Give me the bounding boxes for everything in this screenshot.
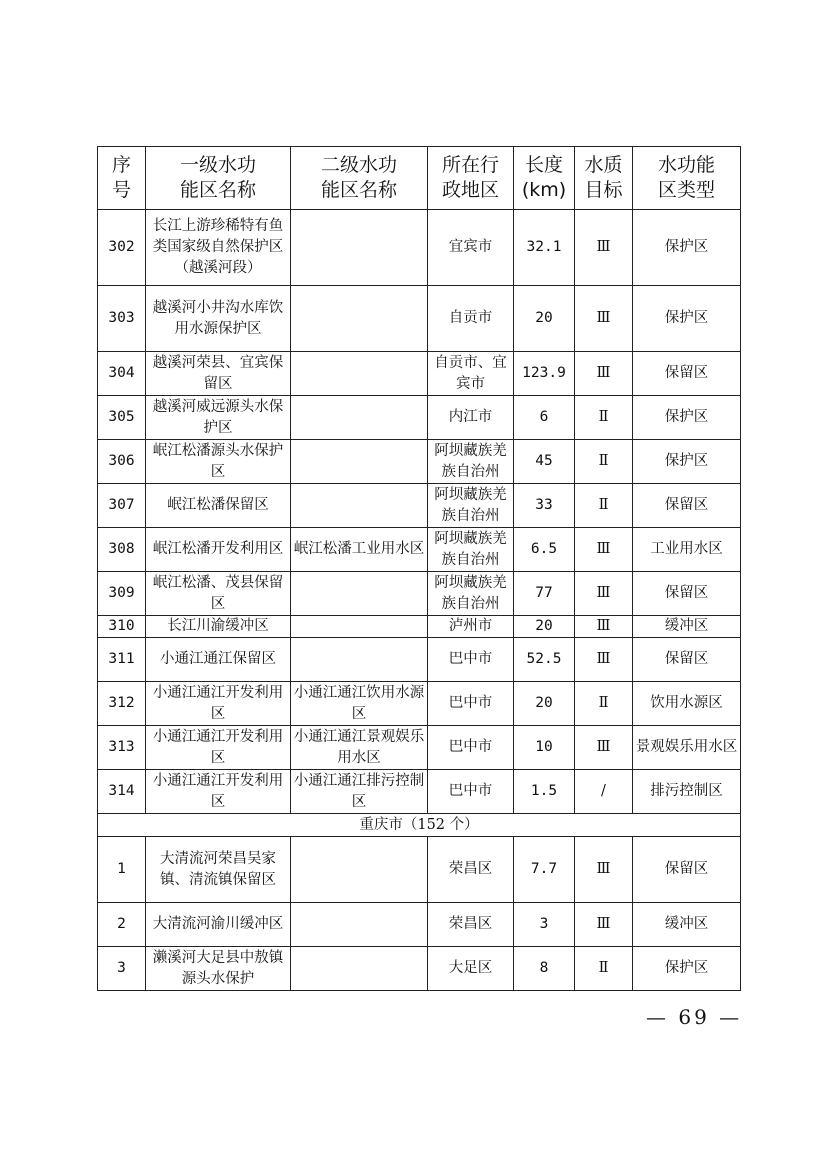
zone-type: 保护区: [633, 947, 741, 991]
length-km: 20: [514, 682, 575, 726]
water-quality-target: /: [575, 770, 633, 814]
water-quality-target: Ⅲ: [575, 528, 633, 572]
row-serial: 1: [98, 837, 146, 903]
row-serial: 309: [98, 572, 146, 616]
water-quality-target: Ⅲ: [575, 286, 633, 352]
zone-type: 缓冲区: [633, 616, 741, 638]
length-km: 77: [514, 572, 575, 616]
admin-region: 宜宾市: [428, 210, 514, 286]
row-serial: 303: [98, 286, 146, 352]
row-serial: 308: [98, 528, 146, 572]
admin-region: 巴中市: [428, 682, 514, 726]
zone-type: 景观娱乐用水区: [633, 726, 741, 770]
second-zone-name: [291, 396, 428, 440]
length-km: 6: [514, 396, 575, 440]
first-zone-name: 大清流河渝川缓冲区: [146, 903, 291, 947]
table-row: [98, 682, 741, 726]
admin-region: 自贡市: [428, 286, 514, 352]
zone-type: 保留区: [633, 638, 741, 682]
row-serial: 306: [98, 440, 146, 484]
table-row: [98, 210, 741, 286]
header-second-zone-name: 二级水功 能区名称: [291, 147, 428, 210]
header-first-zone-name: 一级水功 能区名称: [146, 147, 291, 210]
admin-region: 内江市: [428, 396, 514, 440]
zone-type: 工业用水区: [633, 528, 741, 572]
second-zone-name: 小通江通江排污控制区: [291, 770, 428, 814]
length-km: 3: [514, 903, 575, 947]
first-zone-name: 岷江松潘、茂县保留区: [146, 572, 291, 616]
row-serial: 2: [98, 903, 146, 947]
second-zone-name: [291, 947, 428, 991]
zone-type: 保留区: [633, 352, 741, 396]
first-zone-name: 大清流河荣昌吴家镇、清流镇保留区: [146, 837, 291, 903]
second-zone-name: [291, 616, 428, 638]
table-row: [98, 726, 741, 770]
table-row: [98, 638, 741, 682]
admin-region: 阿坝藏族羌族自治州: [428, 528, 514, 572]
second-zone-name: [291, 484, 428, 528]
header-admin-region: 所在行 政地区: [428, 147, 514, 210]
header-serial: 序 号: [98, 147, 146, 210]
length-km: 10: [514, 726, 575, 770]
admin-region: 阿坝藏族羌族自治州: [428, 484, 514, 528]
row-serial: 305: [98, 396, 146, 440]
first-zone-name: 越溪河小井沟水库饮用水源保护区: [146, 286, 291, 352]
row-serial: 312: [98, 682, 146, 726]
second-zone-name: [291, 837, 428, 903]
length-km: 45: [514, 440, 575, 484]
first-zone-name: 长江上游珍稀特有鱼类国家级自然保护区（越溪河段）: [146, 210, 291, 286]
table-row: [98, 440, 741, 484]
admin-region: 阿坝藏族羌族自治州: [428, 440, 514, 484]
row-serial: 302: [98, 210, 146, 286]
water-quality-target: Ⅱ: [575, 947, 633, 991]
water-quality-target: Ⅱ: [575, 396, 633, 440]
first-zone-name: 小通江通江保留区: [146, 638, 291, 682]
length-km: 20: [514, 286, 575, 352]
second-zone-name: 小通江通江景观娱乐用水区: [291, 726, 428, 770]
zone-type: 保留区: [633, 572, 741, 616]
admin-region: 泸州市: [428, 616, 514, 638]
admin-region: 巴中市: [428, 638, 514, 682]
second-zone-name: 岷江松潘工业用水区: [291, 528, 428, 572]
admin-region: 阿坝藏族羌族自治州: [428, 572, 514, 616]
admin-region: 荣昌区: [428, 837, 514, 903]
header-length: 长度 (km): [514, 147, 575, 210]
length-km: 8: [514, 947, 575, 991]
table-row: [98, 616, 741, 638]
zone-type: 保护区: [633, 210, 741, 286]
header-water-quality-target: 水质 目标: [575, 147, 633, 210]
water-quality-target: Ⅲ: [575, 352, 633, 396]
zone-type: 饮用水源区: [633, 682, 741, 726]
section-row: [98, 814, 741, 837]
first-zone-name: 濑溪河大足县中敖镇源头水保护: [146, 947, 291, 991]
table-row: [98, 903, 741, 947]
admin-region: 巴中市: [428, 726, 514, 770]
zone-type: 排污控制区: [633, 770, 741, 814]
admin-region: 大足区: [428, 947, 514, 991]
table-row: [98, 770, 741, 814]
first-zone-name: 岷江松潘保留区: [146, 484, 291, 528]
length-km: 7.7: [514, 837, 575, 903]
length-km: 52.5: [514, 638, 575, 682]
zone-type: 保留区: [633, 484, 741, 528]
second-zone-name: [291, 440, 428, 484]
section-label: 重庆市（152 个）: [98, 814, 741, 837]
row-serial: 3: [98, 947, 146, 991]
first-zone-name: 小通江通江开发利用区: [146, 770, 291, 814]
table-row: [98, 947, 741, 991]
first-zone-name: 小通江通江开发利用区: [146, 726, 291, 770]
row-serial: 310: [98, 616, 146, 638]
water-quality-target: Ⅱ: [575, 484, 633, 528]
table-row: [98, 396, 741, 440]
zone-type: 保护区: [633, 440, 741, 484]
water-quality-target: Ⅲ: [575, 638, 633, 682]
water-quality-target: Ⅲ: [575, 616, 633, 638]
water-quality-target: Ⅲ: [575, 572, 633, 616]
length-km: 123.9: [514, 352, 575, 396]
length-km: 20: [514, 616, 575, 638]
second-zone-name: [291, 572, 428, 616]
admin-region: 自贡市、宜宾市: [428, 352, 514, 396]
second-zone-name: [291, 352, 428, 396]
length-km: 1.5: [514, 770, 575, 814]
header-zone-type: 水功能 区类型: [633, 147, 741, 210]
row-serial: 311: [98, 638, 146, 682]
first-zone-name: 长江川渝缓冲区: [146, 616, 291, 638]
page-number: — 69 —: [646, 1005, 743, 1029]
table-row: [98, 484, 741, 528]
water-quality-target: Ⅱ: [575, 440, 633, 484]
length-km: 33: [514, 484, 575, 528]
table-header-row: [98, 147, 741, 210]
first-zone-name: 越溪河威远源头水保护区: [146, 396, 291, 440]
zone-type: 缓冲区: [633, 903, 741, 947]
row-serial: 313: [98, 726, 146, 770]
first-zone-name: 岷江松潘开发利用区: [146, 528, 291, 572]
admin-region: 巴中市: [428, 770, 514, 814]
second-zone-name: [291, 638, 428, 682]
water-function-zone-table: [97, 146, 741, 991]
table-row: [98, 286, 741, 352]
second-zone-name: 小通江通江饮用水源区: [291, 682, 428, 726]
row-serial: 304: [98, 352, 146, 396]
length-km: 6.5: [514, 528, 575, 572]
row-serial: 307: [98, 484, 146, 528]
water-quality-target: Ⅲ: [575, 903, 633, 947]
water-quality-target: Ⅲ: [575, 726, 633, 770]
water-quality-target: Ⅱ: [575, 682, 633, 726]
second-zone-name: [291, 286, 428, 352]
row-serial: 314: [98, 770, 146, 814]
zone-type: 保留区: [633, 837, 741, 903]
zone-type: 保护区: [633, 286, 741, 352]
length-km: 32.1: [514, 210, 575, 286]
table-row: [98, 837, 741, 903]
first-zone-name: 岷江松潘源头水保护区: [146, 440, 291, 484]
table-row: [98, 528, 741, 572]
water-quality-target: Ⅲ: [575, 210, 633, 286]
admin-region: 荣昌区: [428, 903, 514, 947]
first-zone-name: 小通江通江开发利用区: [146, 682, 291, 726]
water-quality-target: Ⅲ: [575, 837, 633, 903]
second-zone-name: [291, 903, 428, 947]
first-zone-name: 越溪河荣县、宜宾保留区: [146, 352, 291, 396]
second-zone-name: [291, 210, 428, 286]
table-row: [98, 352, 741, 396]
zone-type: 保护区: [633, 396, 741, 440]
table-row: [98, 572, 741, 616]
